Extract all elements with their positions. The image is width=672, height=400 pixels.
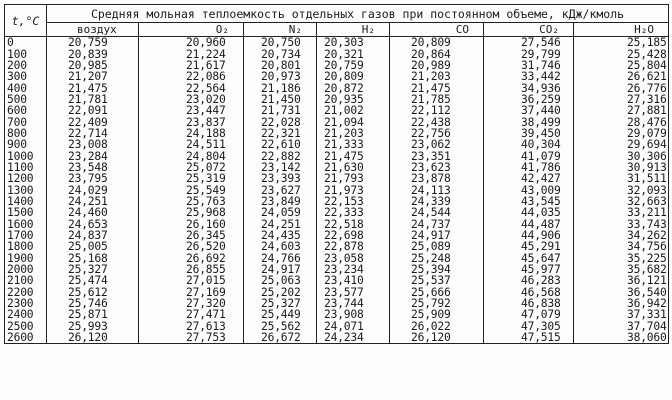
value-cell: 43,545 (484, 196, 574, 207)
value-cell: 46,838 (484, 298, 574, 309)
value-cell: 27,169 (139, 287, 244, 298)
value-cell: 20,985 (47, 60, 139, 71)
value-cell: 45,977 (484, 264, 574, 275)
value-cell: 45,291 (484, 241, 574, 252)
value-cell: 22,153 (317, 196, 390, 207)
table-row (5, 48, 669, 59)
value-cell: 25,319 (139, 173, 244, 184)
table-row (5, 139, 669, 150)
value-cell: 25,871 (47, 309, 139, 320)
table-row (5, 173, 669, 184)
value-cell: 23,008 (47, 139, 139, 150)
value-cell: 21,094 (317, 116, 390, 127)
value-cell: 23,020 (139, 94, 244, 105)
value-cell: 47,515 (484, 332, 574, 344)
value-cell: 27,613 (139, 321, 244, 332)
value-cell: 26,160 (139, 219, 244, 230)
value-cell: 21,475 (390, 82, 484, 93)
value-cell: 30,913 (574, 162, 669, 173)
value-cell: 35,225 (574, 253, 669, 264)
value-cell: 33,211 (574, 207, 669, 218)
value-cell: 25,968 (139, 207, 244, 218)
value-cell: 25,072 (139, 162, 244, 173)
value-cell: 25,993 (47, 321, 139, 332)
value-cell: 22,882 (244, 150, 317, 161)
value-cell: 26,692 (139, 253, 244, 264)
table-row (5, 253, 669, 264)
value-cell: 43,009 (484, 184, 574, 195)
value-cell: 34,262 (574, 230, 669, 241)
table-row (5, 241, 669, 252)
value-cell: 21,450 (244, 94, 317, 105)
value-cell: 21,002 (317, 105, 390, 116)
table-row (5, 298, 669, 309)
value-cell: 36,942 (574, 298, 669, 309)
value-cell: 24,917 (390, 230, 484, 241)
value-cell: 24,737 (390, 219, 484, 230)
value-cell: 23,837 (139, 116, 244, 127)
value-cell: 25,763 (139, 196, 244, 207)
value-cell: 44,487 (484, 219, 574, 230)
value-cell: 38,060 (574, 332, 669, 344)
value-cell: 21,207 (47, 71, 139, 82)
value-cell: 21,973 (317, 184, 390, 195)
value-cell: 25,327 (244, 298, 317, 309)
value-cell: 20,872 (317, 82, 390, 93)
temperature-cell: 700 (5, 116, 47, 127)
value-cell: 26,621 (574, 71, 669, 82)
value-cell: 20,839 (47, 48, 139, 59)
value-cell: 37,704 (574, 321, 669, 332)
value-cell: 21,793 (317, 173, 390, 184)
value-cell: 33,743 (574, 219, 669, 230)
value-cell: 25,666 (390, 287, 484, 298)
value-cell: 21,731 (244, 105, 317, 116)
temperature-cell: 1000 (5, 150, 47, 161)
value-cell: 20,960 (139, 37, 244, 49)
value-cell: 23,878 (390, 173, 484, 184)
column-header: O₂ (139, 23, 244, 37)
value-cell: 44,906 (484, 230, 574, 241)
value-cell: 34,936 (484, 82, 574, 93)
value-cell: 21,475 (317, 150, 390, 161)
value-cell: 36,259 (484, 94, 574, 105)
value-cell: 23,062 (390, 139, 484, 150)
value-cell: 22,086 (139, 71, 244, 82)
value-cell: 25,537 (390, 275, 484, 286)
value-cell: 29,079 (574, 128, 669, 139)
value-cell: 47,079 (484, 309, 574, 320)
value-cell: 26,672 (244, 332, 317, 344)
value-cell: 26,345 (139, 230, 244, 241)
value-cell: 20,759 (47, 37, 139, 49)
column-headers (5, 23, 669, 37)
table-row (5, 116, 669, 127)
column-header: N₂ (244, 23, 317, 37)
value-cell: 41,786 (484, 162, 574, 173)
table-row (5, 309, 669, 320)
table-row (5, 60, 669, 71)
temperature-cell: 600 (5, 105, 47, 116)
value-cell: 22,610 (244, 139, 317, 150)
temperature-cell: 2300 (5, 298, 47, 309)
value-cell: 23,795 (47, 173, 139, 184)
value-cell: 25,202 (244, 287, 317, 298)
value-cell: 26,776 (574, 82, 669, 93)
value-cell: 24,251 (244, 219, 317, 230)
temperature-cell: 1300 (5, 184, 47, 195)
temperature-cell: 2500 (5, 321, 47, 332)
value-cell: 20,734 (244, 48, 317, 59)
table-row (5, 94, 669, 105)
temperature-header: t,°C (5, 5, 47, 37)
value-cell: 29,694 (574, 139, 669, 150)
value-cell: 45,647 (484, 253, 574, 264)
value-cell: 24,234 (317, 332, 390, 344)
value-cell: 22,698 (317, 230, 390, 241)
value-cell: 23,548 (47, 162, 139, 173)
value-cell: 46,283 (484, 275, 574, 286)
value-cell: 25,327 (47, 264, 139, 275)
value-cell: 22,756 (390, 128, 484, 139)
value-cell: 35,682 (574, 264, 669, 275)
value-cell: 23,623 (390, 162, 484, 173)
value-cell: 23,908 (317, 309, 390, 320)
value-cell: 20,321 (317, 48, 390, 59)
temperature-cell: 1800 (5, 241, 47, 252)
value-cell: 37,440 (484, 105, 574, 116)
temperature-cell: 1100 (5, 162, 47, 173)
temperature-cell: 2000 (5, 264, 47, 275)
table-body (5, 37, 669, 344)
value-cell: 25,428 (574, 48, 669, 59)
table-row (5, 196, 669, 207)
value-cell: 40,304 (484, 139, 574, 150)
temperature-cell: 1200 (5, 173, 47, 184)
value-cell: 24,339 (390, 196, 484, 207)
value-cell: 20,759 (317, 60, 390, 71)
value-cell: 30,306 (574, 150, 669, 161)
value-cell: 36,121 (574, 275, 669, 286)
value-cell: 23,351 (390, 150, 484, 161)
value-cell: 42,427 (484, 173, 574, 184)
value-cell: 25,005 (47, 241, 139, 252)
temperature-cell: 2100 (5, 275, 47, 286)
value-cell: 23,577 (317, 287, 390, 298)
value-cell: 27,546 (484, 37, 574, 49)
value-cell: 21,224 (139, 48, 244, 59)
table-row (5, 275, 669, 286)
value-cell: 23,058 (317, 253, 390, 264)
value-cell: 44,035 (484, 207, 574, 218)
value-cell: 26,120 (47, 332, 139, 344)
column-header: воздух (47, 23, 139, 37)
table-row (5, 82, 669, 93)
value-cell: 22,878 (317, 241, 390, 252)
value-cell: 22,091 (47, 105, 139, 116)
value-cell: 34,756 (574, 241, 669, 252)
temperature-cell: 800 (5, 128, 47, 139)
value-cell: 20,864 (390, 48, 484, 59)
value-cell: 21,333 (317, 139, 390, 150)
value-cell: 24,029 (47, 184, 139, 195)
value-cell: 47,305 (484, 321, 574, 332)
table-row (5, 128, 669, 139)
temperature-cell: 500 (5, 94, 47, 105)
temperature-cell: 100 (5, 48, 47, 59)
table-row (5, 37, 669, 49)
value-cell: 27,471 (139, 309, 244, 320)
temperature-cell: 1600 (5, 219, 47, 230)
value-cell: 25,474 (47, 275, 139, 286)
table-row (5, 184, 669, 195)
value-cell: 23,849 (244, 196, 317, 207)
value-cell: 25,168 (47, 253, 139, 264)
value-cell: 24,188 (139, 128, 244, 139)
value-cell: 24,603 (244, 241, 317, 252)
table-row (5, 264, 669, 275)
value-cell: 24,653 (47, 219, 139, 230)
value-cell: 26,855 (139, 264, 244, 275)
value-cell: 21,475 (47, 82, 139, 93)
value-cell: 21,781 (47, 94, 139, 105)
temperature-cell: 1900 (5, 253, 47, 264)
value-cell: 24,460 (47, 207, 139, 218)
value-cell: 33,442 (484, 71, 574, 82)
value-cell: 31,511 (574, 173, 669, 184)
temperature-cell: 900 (5, 139, 47, 150)
value-cell: 24,917 (244, 264, 317, 275)
value-cell: 22,321 (244, 128, 317, 139)
column-header: CO (390, 23, 484, 37)
value-cell: 24,071 (317, 321, 390, 332)
value-cell: 31,746 (484, 60, 574, 71)
value-cell: 20,989 (390, 60, 484, 71)
value-cell: 24,766 (244, 253, 317, 264)
value-cell: 20,809 (390, 37, 484, 49)
value-cell: 25,804 (574, 60, 669, 71)
value-cell: 20,750 (244, 37, 317, 49)
value-cell: 37,331 (574, 309, 669, 320)
table-row (5, 105, 669, 116)
value-cell: 21,785 (390, 94, 484, 105)
value-cell: 36,540 (574, 287, 669, 298)
value-cell: 21,203 (390, 71, 484, 82)
table-row (5, 287, 669, 298)
temperature-cell: 1400 (5, 196, 47, 207)
value-cell: 23,410 (317, 275, 390, 286)
value-cell: 22,714 (47, 128, 139, 139)
table-row (5, 321, 669, 332)
value-cell: 25,746 (47, 298, 139, 309)
value-cell: 25,185 (574, 37, 669, 49)
value-cell: 27,753 (139, 332, 244, 344)
value-cell: 25,792 (390, 298, 484, 309)
value-cell: 24,059 (244, 207, 317, 218)
column-header: CO₂ (484, 23, 574, 37)
value-cell: 25,909 (390, 309, 484, 320)
value-cell: 20,801 (244, 60, 317, 71)
value-cell: 24,435 (244, 230, 317, 241)
value-cell: 23,234 (317, 264, 390, 275)
value-cell: 22,438 (390, 116, 484, 127)
column-header: H₂O (574, 23, 669, 37)
value-cell: 23,142 (244, 162, 317, 173)
value-cell: 20,809 (317, 71, 390, 82)
value-cell: 27,881 (574, 105, 669, 116)
temperature-cell: 300 (5, 71, 47, 82)
value-cell: 20,935 (317, 94, 390, 105)
value-cell: 26,022 (390, 321, 484, 332)
value-cell: 32,663 (574, 196, 669, 207)
value-cell: 24,113 (390, 184, 484, 195)
value-cell: 21,186 (244, 82, 317, 93)
table-caption: Средняя мольная теплоемкость отдельных газов при постоянном объеме, кДж/кмоль (47, 5, 669, 23)
value-cell: 22,564 (139, 82, 244, 93)
value-cell: 20,303 (317, 37, 390, 49)
value-cell: 23,627 (244, 184, 317, 195)
temperature-cell: 0 (5, 37, 47, 49)
table-row (5, 230, 669, 241)
value-cell: 23,393 (244, 173, 317, 184)
temperature-cell: 200 (5, 60, 47, 71)
value-cell: 22,112 (390, 105, 484, 116)
value-cell: 22,333 (317, 207, 390, 218)
value-cell: 46,568 (484, 287, 574, 298)
value-cell: 25,612 (47, 287, 139, 298)
value-cell: 39,450 (484, 128, 574, 139)
table-row (5, 219, 669, 230)
temperature-cell: 1700 (5, 230, 47, 241)
table-row (5, 71, 669, 82)
column-header: H₂ (317, 23, 390, 37)
value-cell: 25,562 (244, 321, 317, 332)
temperature-cell: 2600 (5, 332, 47, 344)
value-cell: 21,630 (317, 162, 390, 173)
temperature-cell: 400 (5, 82, 47, 93)
table-row (5, 150, 669, 161)
value-cell: 28,476 (574, 116, 669, 127)
value-cell: 29,799 (484, 48, 574, 59)
value-cell: 25,248 (390, 253, 484, 264)
value-cell: 22,409 (47, 116, 139, 127)
table-row (5, 207, 669, 218)
value-cell: 25,089 (390, 241, 484, 252)
heat-capacity-table (4, 4, 669, 344)
value-cell: 24,251 (47, 196, 139, 207)
value-cell: 22,518 (317, 219, 390, 230)
value-cell: 24,804 (139, 150, 244, 161)
value-cell: 27,316 (574, 94, 669, 105)
value-cell: 23,447 (139, 105, 244, 116)
value-cell: 41,079 (484, 150, 574, 161)
value-cell: 21,203 (317, 128, 390, 139)
temperature-cell: 1500 (5, 207, 47, 218)
value-cell: 25,549 (139, 184, 244, 195)
value-cell: 24,544 (390, 207, 484, 218)
table-row (5, 162, 669, 173)
value-cell: 23,744 (317, 298, 390, 309)
value-cell: 27,320 (139, 298, 244, 309)
value-cell: 23,284 (47, 150, 139, 161)
value-cell: 26,520 (139, 241, 244, 252)
value-cell: 27,015 (139, 275, 244, 286)
value-cell: 25,063 (244, 275, 317, 286)
value-cell: 25,449 (244, 309, 317, 320)
value-cell: 22,028 (244, 116, 317, 127)
value-cell: 20,973 (244, 71, 317, 82)
value-cell: 24,837 (47, 230, 139, 241)
value-cell: 21,617 (139, 60, 244, 71)
value-cell: 24,511 (139, 139, 244, 150)
table-row (5, 332, 669, 344)
value-cell: 26,120 (390, 332, 484, 344)
value-cell: 25,394 (390, 264, 484, 275)
temperature-cell: 2200 (5, 287, 47, 298)
value-cell: 38,499 (484, 116, 574, 127)
value-cell: 32,093 (574, 184, 669, 195)
temperature-cell: 2400 (5, 309, 47, 320)
